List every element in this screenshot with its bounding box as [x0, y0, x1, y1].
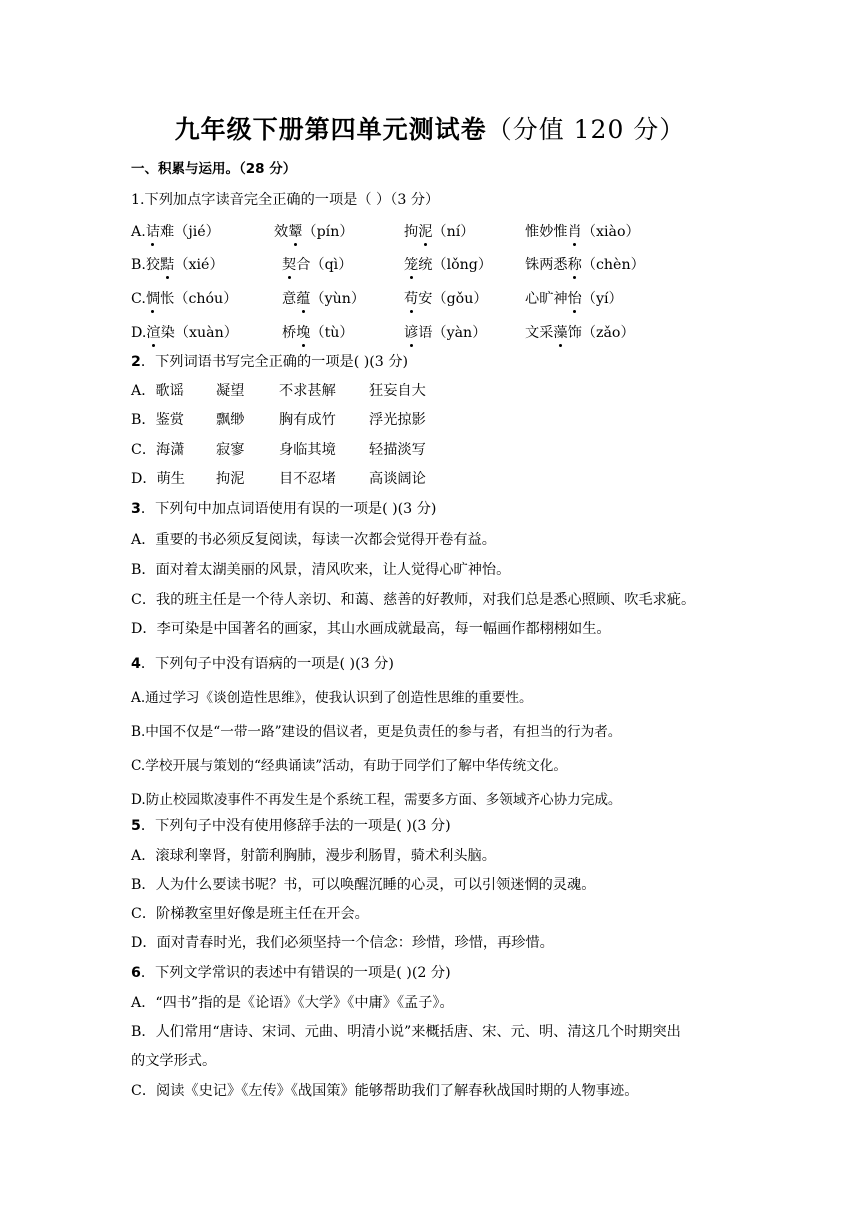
q5-number: 5	[131, 818, 141, 834]
section-heading: 一、积累与运用。（28 分）	[131, 161, 297, 177]
q6-option-c: C．阅读《史记》《左传》《战国策》能够帮助我们了解春秋战国时期的人物事迹。	[131, 1083, 639, 1099]
q1-d-3: 谚语（yàn）	[404, 325, 487, 341]
q2-d-4: 高谈阔论	[369, 471, 426, 487]
q1-a-4: 惟妙惟肖（xiào）	[525, 224, 640, 240]
q5-option-d: D．面对青春时光，我们必须坚持一个信念：珍惜，珍惜，再珍惜。	[131, 935, 554, 951]
q5-option-c: C．阶梯教室里好像是班主任在开会。	[131, 906, 369, 922]
q3-option-a: A．重要的书必须反复阅读，每读一次都会觉得开卷有益。	[131, 532, 496, 548]
q1-c-4: 心旷神怡（yí）	[525, 291, 623, 307]
q2-c-1: C．海潇	[131, 442, 185, 458]
q2-a-3: 不求甚解	[279, 383, 336, 399]
q3-stem	[131, 499, 436, 519]
q3-number: 3	[131, 501, 141, 517]
q3-option-d: D．李可染是中国著名的画家，其山水画成就最高，每一幅画作都栩栩如生。	[131, 621, 611, 637]
q2-a-1: A．歌谣	[131, 383, 184, 399]
q1-d-1: D.渲染（xuàn）	[131, 325, 238, 341]
q1-b-1: B.狡黠（xié）	[131, 257, 224, 273]
title-score: （分值 120 分）	[486, 115, 686, 144]
q3-option-c: C．我的班主任是一个待人亲切、和蔼、慈善的好教师，对我们总是悉心照顾、吹毛求疵。	[131, 592, 696, 608]
q1-b-4: 铢两悉称（chèn）	[525, 257, 645, 273]
q6-stem-text: ．下列文学常识的表述中有错误的一项是( )(2 分)	[140, 965, 451, 981]
q2-c-4: 轻描淡写	[369, 442, 426, 458]
q1-a-3: 拘泥（ní）	[404, 224, 475, 240]
q6-option-a: A．“四书”指的是《论语》《大学》《中庸》《孟子》。	[131, 995, 454, 1011]
q1-a-1: A.诘难（jié）	[131, 224, 220, 240]
q2-c-3: 身临其境	[279, 442, 336, 458]
q2-a-4: 狂妄自大	[369, 383, 426, 399]
q6-option-b-line2: 的文学形式。	[131, 1053, 217, 1069]
q1-c-3: 苟安（gǒu）	[404, 291, 488, 307]
title-text: 九年级下册第四单元测试卷	[174, 115, 487, 144]
q6-option-b-line1: B．人们常用“唐诗、宋词、元曲、明清小说”来概括唐、宋、元、明、清这几个时期突出	[131, 1024, 681, 1040]
q2-stem-text: ．下列词语书写完全正确的一项是( )(3 分)	[140, 354, 409, 370]
q5-stem	[131, 816, 451, 836]
q1-stem: 1.下列加点字读音完全正确的一项是（ ）（3 分）	[131, 192, 440, 208]
q1-b-2: 契合（qì）	[282, 257, 353, 273]
q1-d-2: 桥堍（tù）	[282, 325, 354, 341]
q1-c-2: 意蕴（yùn）	[282, 291, 366, 307]
q2-stem	[131, 352, 408, 372]
q4-number: 4	[131, 656, 141, 672]
q2-d-1: D．萌生	[131, 471, 185, 487]
q2-b-1: B．鉴赏	[131, 412, 184, 428]
q5-stem-text: ．下列句子中没有使用修辞手法的一项是( )(3 分)	[140, 818, 451, 834]
q2-b-4: 浮光掠影	[369, 412, 426, 428]
q4-option-d: D.防止校园欺凌事件不再发生是个系统工程，需要多方面、多领域齐心协力完成。	[131, 792, 622, 808]
exam-title	[0, 110, 860, 146]
q5-option-b: B．人为什么要读书呢？书，可以唤醒沉睡的心灵，可以引领迷惘的灵魂。	[131, 877, 596, 893]
q2-number: 2	[131, 354, 141, 370]
q1-c-1: C.惆怅（chóu）	[131, 291, 238, 307]
q3-stem-text: ．下列句中加点词语使用有误的一项是( )(3 分)	[140, 501, 437, 517]
q2-d-2: 拘泥	[216, 471, 245, 487]
q6-stem	[131, 963, 451, 983]
q4-option-c: C.学校开展与策划的“经典诵读”活动，有助于同学们了解中华传统文化。	[131, 758, 567, 774]
q4-stem	[131, 654, 394, 674]
q6-number: 6	[131, 965, 141, 981]
q5-option-a: A．滚球利睾肾，射箭利胸肺，漫步利肠胃，骑术利头脑。	[131, 848, 496, 864]
q2-b-3: 胸有成竹	[279, 412, 336, 428]
q3-option-b: B．面对着太湖美丽的风景，清风吹来，让人觉得心旷神怡。	[131, 562, 511, 578]
q1-b-3: 笼统（lǒng）	[404, 257, 493, 273]
q2-c-2: 寂寥	[216, 442, 245, 458]
q4-option-b: B.中国不仅是“一带一路”建设的倡议者，更是负责任的参与者，有担当的行为者。	[131, 724, 622, 740]
q1-a-2: 效颦（pín）	[274, 224, 354, 240]
q4-option-a: A.通过学习《谈创造性思维》，使我认识到了创造性思维的重要性。	[131, 690, 533, 706]
q2-a-2: 凝望	[216, 383, 245, 399]
q2-d-3: 目不忍堵	[279, 471, 336, 487]
q4-stem-text: ．下列句子中没有语病的一项是( )(3 分)	[140, 656, 394, 672]
q2-b-2: 飘缈	[216, 412, 245, 428]
q1-d-4: 文采藻饰（zǎo）	[525, 325, 635, 341]
